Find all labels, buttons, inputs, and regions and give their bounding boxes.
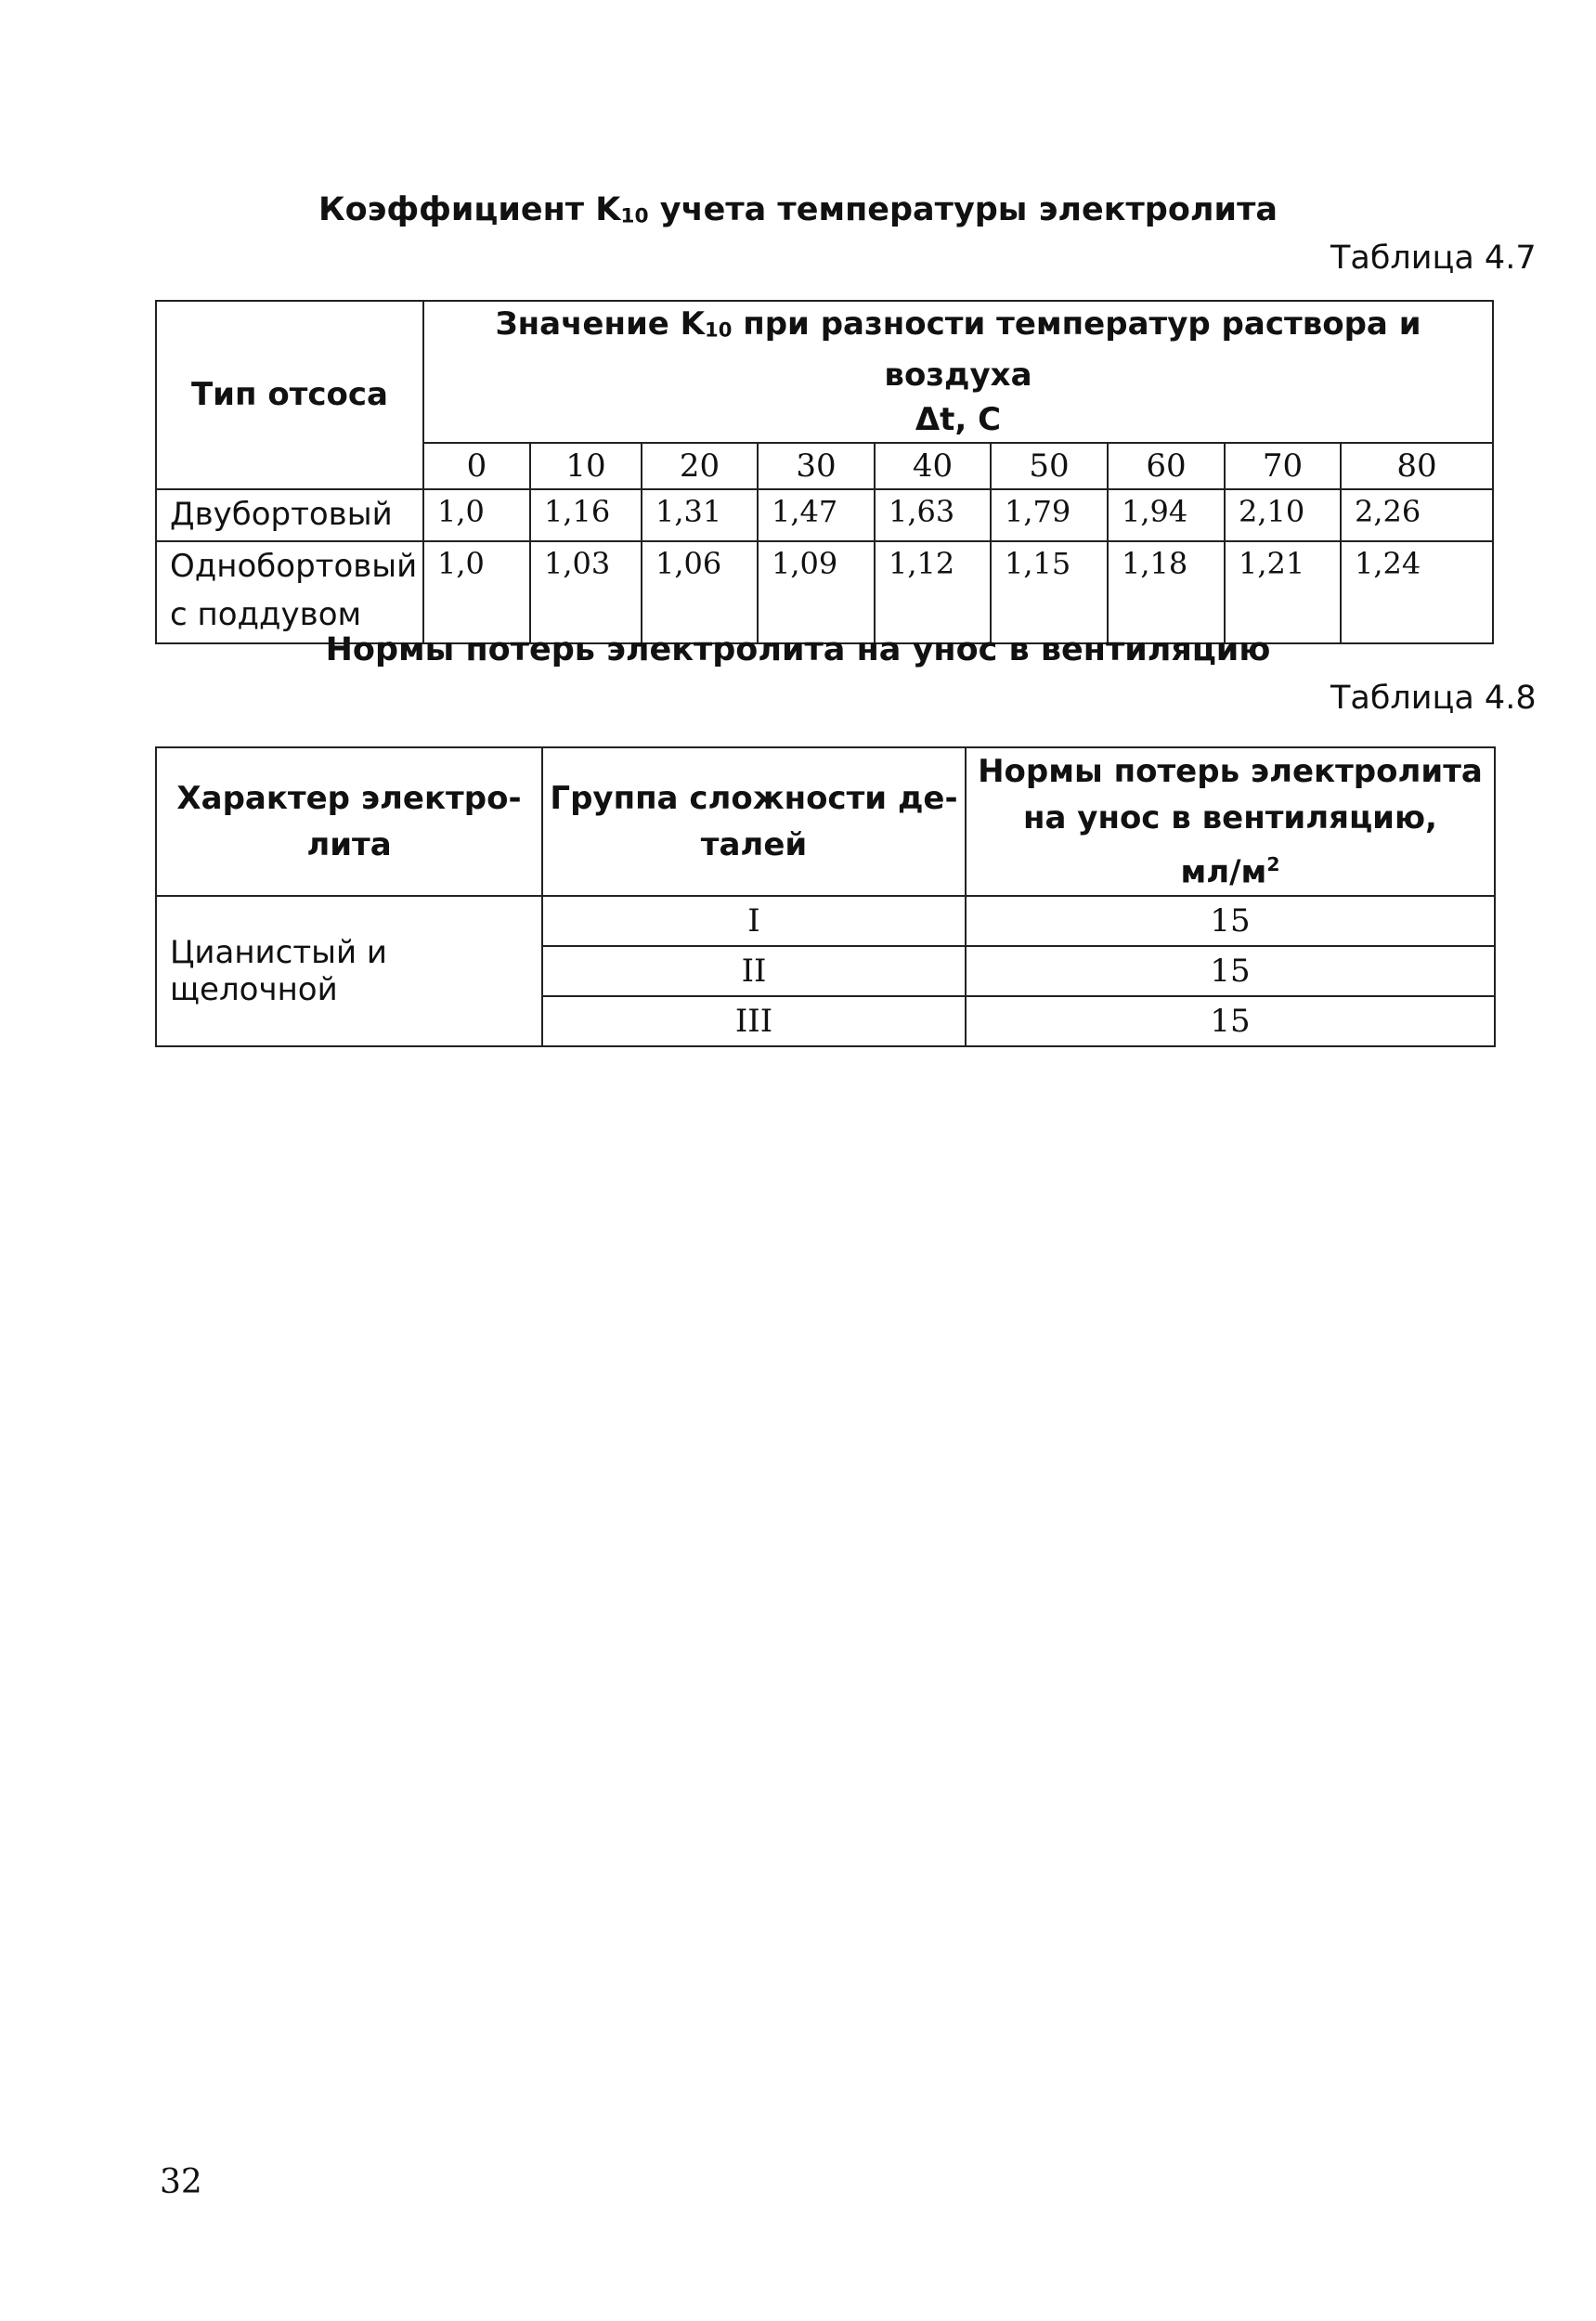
table-4-8-title: Нормы потерь электролита на унос в вентиляцию [325, 631, 1271, 668]
row-name [156, 541, 423, 643]
group-cell: II [542, 946, 966, 996]
column-header: 70 [1225, 443, 1341, 489]
header-suction-type: Тип отсоса [156, 301, 423, 489]
table-cell: 1,16 [530, 489, 642, 541]
table-cell: 1,12 [875, 541, 991, 643]
column-header: 80 [1341, 443, 1493, 489]
table-cell: 1,94 [1108, 489, 1225, 541]
column-header: 60 [1108, 443, 1225, 489]
norm-cell: 15 [966, 946, 1495, 996]
table-row [156, 896, 1495, 946]
electrolyte-kind-cell: Цианистый и щелочной [156, 896, 542, 1046]
table-cell: 1,79 [991, 489, 1108, 541]
row-name-line1: Однобортовый [170, 547, 418, 585]
header-k10-value-line1: Значение $K_{10}$ при разности температур раствора и воздуха [495, 305, 1421, 394]
row-name-line2: с поддувом [170, 595, 362, 633]
header-k10-value-line2: Δt, C [915, 400, 1002, 438]
header-electrolyte-kind: Характер электро- лита [156, 747, 542, 896]
table-cell: 1,31 [642, 489, 758, 541]
page-number: 32 [160, 2163, 202, 2201]
column-header: 30 [758, 443, 875, 489]
k10-coefficient-table [155, 300, 1494, 644]
table-4-7-label: Таблица 4.7 [1330, 240, 1537, 277]
table-cell: 1,15 [991, 541, 1108, 643]
electrolyte-loss-table [155, 746, 1496, 1047]
header-loss-norm: Нормы потерь электролита на унос в вентиляцию, $мл/м^2$ [966, 747, 1495, 896]
header-complexity-group: Группа сложности де- талей [542, 747, 966, 896]
row-name: Двубортовый [156, 489, 423, 541]
table-cell: 1,47 [758, 489, 875, 541]
table-cell: 1,0 [423, 541, 530, 643]
table-cell: 1,0 [423, 489, 530, 541]
table-cell: 1,06 [642, 541, 758, 643]
norm-cell: 15 [966, 996, 1495, 1046]
norm-cell: 15 [966, 896, 1495, 946]
table-cell: 1,24 [1341, 541, 1493, 643]
column-header: 50 [991, 443, 1108, 489]
table-cell: 1,03 [530, 541, 642, 643]
header-k10-value [423, 301, 1493, 443]
table-4-7-title: Коэффициент $K_{10}$ учета температуры электролита [318, 191, 1278, 228]
column-header: 10 [530, 443, 642, 489]
table-cell: 1,21 [1225, 541, 1341, 643]
table-row [156, 489, 1493, 541]
column-header: 0 [423, 443, 530, 489]
table-cell: 1,63 [875, 489, 991, 541]
table-cell: 2,10 [1225, 489, 1341, 541]
table-4-8-label: Таблица 4.8 [1330, 680, 1537, 717]
table-cell: 2,26 [1341, 489, 1493, 541]
group-cell: I [542, 896, 966, 946]
group-cell: III [542, 996, 966, 1046]
column-header: 40 [875, 443, 991, 489]
column-header: 20 [642, 443, 758, 489]
table-row [156, 541, 1493, 643]
table-cell: 1,18 [1108, 541, 1225, 643]
table-cell: 1,09 [758, 541, 875, 643]
